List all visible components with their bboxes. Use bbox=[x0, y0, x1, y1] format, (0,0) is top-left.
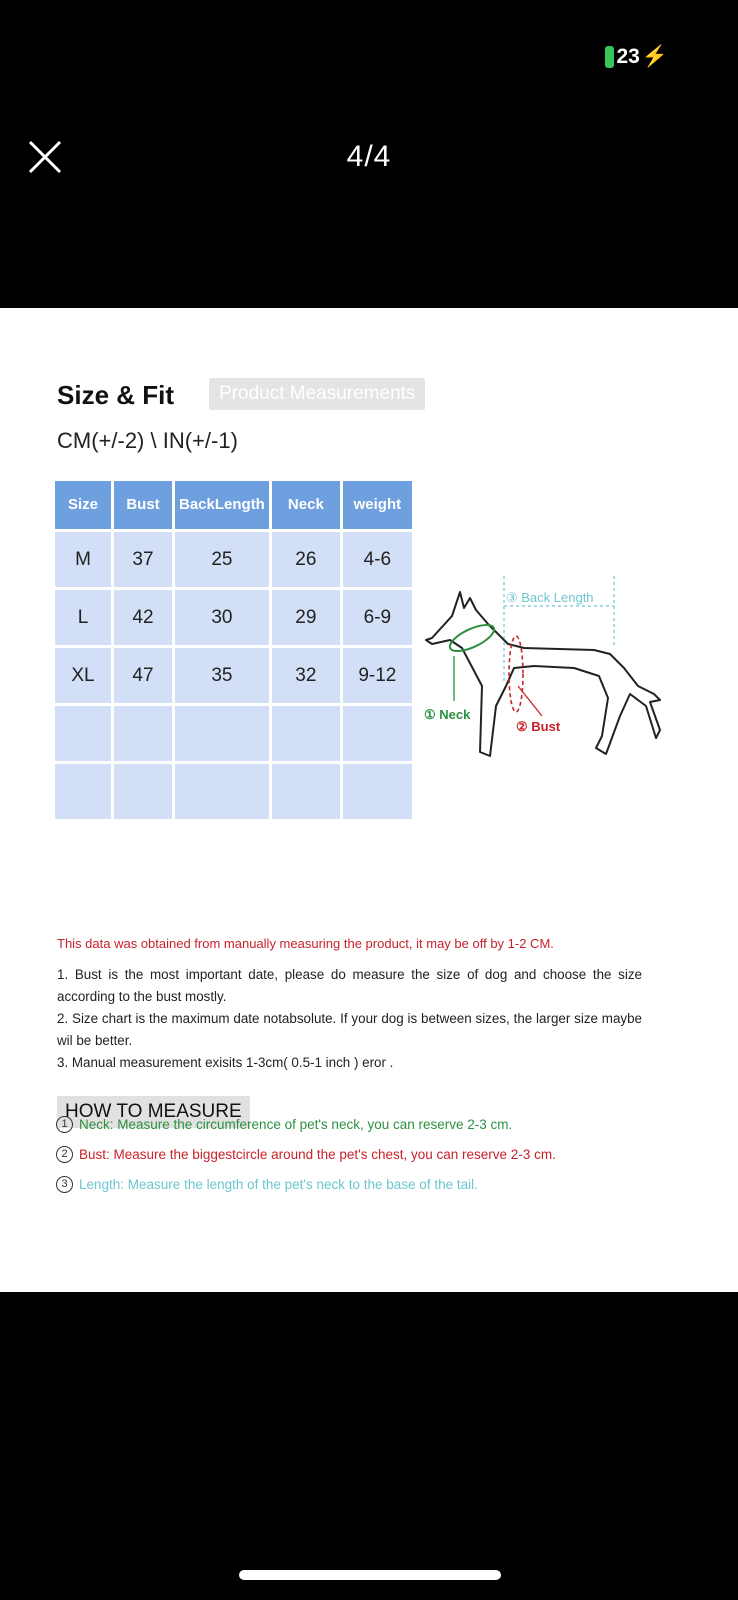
cell-neck: 32 bbox=[272, 648, 340, 703]
header-bust: Bust bbox=[114, 481, 172, 529]
cell-size: M bbox=[55, 532, 111, 587]
table-row bbox=[55, 590, 412, 645]
cell-bust: 37 bbox=[114, 532, 172, 587]
dog-measurement-diagram bbox=[424, 576, 674, 776]
units-label: CM(+/-2) \ IN(+/-1) bbox=[57, 428, 238, 453]
cell-back-length: 35 bbox=[175, 648, 269, 703]
battery-icon bbox=[605, 46, 614, 68]
product-image[interactable] bbox=[0, 308, 738, 1292]
table-row bbox=[55, 648, 412, 703]
tip-item: 2. Size chart is the maximum date notabsolute. If your dog is between sizes, the larger size maybe wil be better. bbox=[57, 1011, 642, 1048]
battery-level: 23 bbox=[616, 45, 640, 68]
cell-back-length: 30 bbox=[175, 590, 269, 645]
size-table bbox=[52, 478, 415, 822]
measure-text: Neck: Measure the circumference of pet's neck, you can reserve 2-3 cm. bbox=[79, 1117, 513, 1132]
cell-neck: 26 bbox=[272, 532, 340, 587]
empty-cell bbox=[55, 706, 111, 761]
tip-item: 3. Manual measurement exisits 1-3cm( 0.5-1 inch ) eror . bbox=[57, 1055, 394, 1070]
table-row bbox=[55, 532, 412, 587]
battery-indicator bbox=[605, 44, 668, 70]
cell-size: XL bbox=[55, 648, 111, 703]
header-neck: Neck bbox=[272, 481, 340, 529]
cell-weight: 4-6 bbox=[343, 532, 412, 587]
neck-label: ① Neck bbox=[424, 707, 471, 722]
home-indicator[interactable] bbox=[239, 1570, 501, 1580]
image-counter: 4/4 bbox=[346, 140, 392, 173]
header-weight: weight bbox=[343, 481, 412, 529]
back-length-label: ③ Back Length bbox=[506, 590, 594, 605]
empty-cell bbox=[272, 706, 340, 761]
empty-cell bbox=[343, 706, 412, 761]
empty-cell bbox=[55, 764, 111, 819]
empty-cell bbox=[272, 764, 340, 819]
cell-weight: 6-9 bbox=[343, 590, 412, 645]
number-badge: 1 bbox=[56, 1116, 73, 1133]
cell-back-length: 25 bbox=[175, 532, 269, 587]
measure-neck bbox=[56, 1116, 512, 1133]
cell-bust: 47 bbox=[114, 648, 172, 703]
cell-weight: 9-12 bbox=[343, 648, 412, 703]
table-row-empty bbox=[55, 764, 412, 819]
size-fit-title: Size & Fit bbox=[57, 380, 175, 410]
product-measurements-chip: Product Measurements bbox=[209, 378, 425, 410]
charging-bolt-icon: ⚡ bbox=[641, 45, 668, 68]
number-badge: 3 bbox=[56, 1176, 73, 1193]
tip-item: 1. Bust is the most important date, please do measure the size of dog and choose the size according to the bust mostly. bbox=[57, 967, 642, 1004]
measure-text: Length: Measure the length of the pet's neck to the base of the tail. bbox=[79, 1177, 478, 1192]
bust-pointer bbox=[518, 686, 542, 716]
cell-bust: 42 bbox=[114, 590, 172, 645]
measurement-note: This data was obtained from manually measuring the product, it may be off by 1-2 CM. bbox=[57, 936, 554, 951]
how-to-measure-title: HOW TO MEASURE bbox=[57, 1096, 250, 1128]
tips-list bbox=[57, 964, 642, 1074]
measure-text: Bust: Measure the biggestcircle around the pet's chest, you can reserve 2-3 cm. bbox=[79, 1147, 556, 1162]
empty-cell bbox=[175, 764, 269, 819]
empty-cell bbox=[343, 764, 412, 819]
header-back-length: BackLength bbox=[175, 481, 269, 529]
measure-bust bbox=[56, 1146, 556, 1163]
header-size: Size bbox=[55, 481, 111, 529]
table-header-row bbox=[55, 481, 412, 529]
empty-cell bbox=[114, 764, 172, 819]
measure-length bbox=[56, 1176, 478, 1193]
number-badge: 2 bbox=[56, 1146, 73, 1163]
table-row-empty bbox=[55, 706, 412, 761]
empty-cell bbox=[114, 706, 172, 761]
cell-neck: 29 bbox=[272, 590, 340, 645]
bust-label: ② Bust bbox=[516, 719, 561, 734]
cell-size: L bbox=[55, 590, 111, 645]
empty-cell bbox=[175, 706, 269, 761]
neck-loop bbox=[446, 620, 497, 657]
